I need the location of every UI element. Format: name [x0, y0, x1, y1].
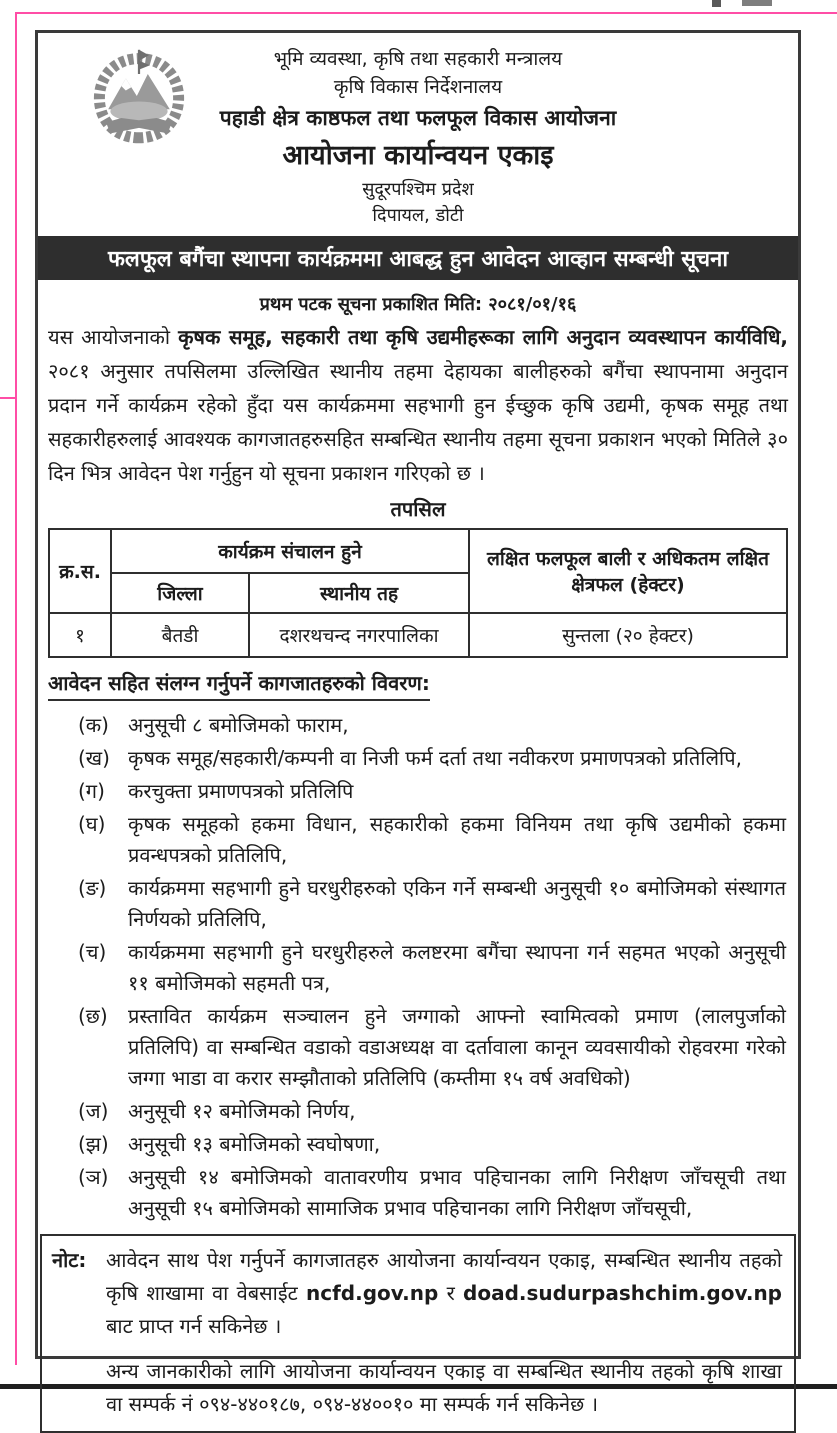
note-label: नोट: [52, 1248, 87, 1272]
note-text-2: अन्य जानकारीको लागि आयोजना कार्यान्वयन एकाइ वा सम्बन्धित स्थानीय तहको कृषि शाखा वा सम्पर्क नं ०९४-४४०१८७, ०९४-४४००१० मा सम्पर्क गर्न सकिनेछ । [106, 1359, 782, 1416]
list-item [78, 937, 788, 999]
list-item-label: (च) [78, 940, 107, 964]
col-header-program: कार्यक्रम संचालन हुने [111, 529, 469, 573]
note-paragraph-1 [52, 1244, 782, 1343]
col-header-target: लक्षित फलफूल बाली र अधिकतम लक्षित क्षेत्रफल (हेक्टर) [469, 529, 787, 613]
col-header-local: स्थानीय तह [249, 573, 469, 613]
note-text-mid: र [438, 1281, 464, 1305]
unit-name: आयोजना कार्यान्वयन एकाइ [282, 140, 554, 171]
crop-mark-left [15, 12, 17, 1365]
procedure-name-bold: कृषक समूह, सहकारी तथा कृषि उद्यमीहरूका लागि अनुदान व्यवस्थापन कार्यविधि, [178, 325, 788, 349]
notice-title: फलफूल बगैंचा स्थापना कार्यक्रममा आबद्ध हुन आवेदन आव्हान सम्बन्धी सूचना [38, 236, 798, 280]
col-header-district: जिल्ला [111, 573, 249, 613]
province-name: सुदूरपश्चिम प्रदेश [362, 179, 474, 200]
list-item [78, 1129, 788, 1160]
website-2: doad.sudurpashchim.gov.np [463, 1281, 782, 1305]
list-item-text: कृषक समूहको हकमा विधान, सहकारीको हकमा विनियम तथा कृषि उद्यमीको हकमा प्रवन्धपत्रको प्रतिलिपि, [128, 812, 786, 867]
list-item-label: (ग) [78, 779, 105, 803]
cell-local: दशरथचन्द नगरपालिका [249, 613, 469, 657]
crop-mark-top [15, 12, 837, 14]
list-item-label: (ञ) [78, 1165, 109, 1189]
nepal-government-emblem-icon [84, 39, 194, 153]
list-item-label: (छ) [78, 1004, 108, 1028]
list-item-text: कृषक समूह/सहकारी/कम्पनी वा निजी फर्म दर्ता तथा नवीकरण प्रमाणपत्रको प्रतिलिपि, [128, 746, 742, 770]
list-item [78, 776, 788, 807]
published-date-line: प्रथम पटक सूचना प्रकाशित मिति: २०८१/०१/१६ [259, 294, 577, 315]
list-item-label: (ख) [78, 746, 110, 770]
list-item-text: अनुसूची ८ बमोजिमको फाराम, [128, 713, 349, 737]
intro-paragraph [48, 320, 788, 490]
list-item [78, 1096, 788, 1127]
schedule-table [48, 528, 788, 658]
scan-artifact [712, 0, 721, 7]
notice-document [35, 30, 801, 1416]
list-item-label: (क) [78, 713, 109, 737]
office-location: दिपायल, डोटी [372, 205, 464, 226]
note-text-pre: आवेदन साथ पेश गर्नुपर्ने कागजातहरु आयोजना कार्यान्वयन एकाइ, सम्बन्धित स्थानीय तहको कृषि शाखामा वा वेबसाईट [106, 1248, 782, 1305]
intro-text-pre: यस आयोजनाको [48, 325, 179, 349]
website-1: ncfd.gov.np [306, 1281, 439, 1305]
note-text-post: बाट प्राप्त गर्न सकिनेछ । [106, 1314, 282, 1338]
table-row [49, 613, 787, 657]
letterhead [38, 33, 798, 227]
col-header-sn: क्र.स. [49, 529, 111, 613]
note-paragraph-2 [52, 1355, 782, 1421]
notice-body [38, 280, 798, 1224]
list-item-label: (ङ) [78, 876, 107, 900]
crop-mark-tick [0, 397, 16, 399]
ministry-name: भूमि व्यवस्था, कृषि तथा सहकारी मन्त्रालय [273, 48, 563, 70]
list-item-label: (झ) [78, 1132, 109, 1156]
list-item-text: कार्यक्रममा सहभागी हुने घरधुरीहरुको एकिन गर्ने सम्बन्धी अनुसूची १० बमोजिमको संस्थागत निर्णयको प्रतिलिपि, [128, 876, 786, 931]
schedule-heading: तपसिल [390, 497, 446, 521]
list-item-label: (घ) [78, 812, 106, 836]
list-item-label: (ज) [78, 1099, 109, 1123]
cell-sn: १ [49, 613, 111, 657]
list-item-text: अनुसूची १२ बमोजिमको निर्णय, [128, 1099, 356, 1123]
list-item-text: अनुसूची १३ बमोजिमको स्वघोषणा, [128, 1132, 381, 1156]
list-item [78, 710, 788, 741]
list-item-text: करचुक्ता प्रमाणपत्रको प्रतिलिपि [128, 779, 354, 803]
list-item-text: अनुसूची १४ बमोजिमको वातावरणीय प्रभाव पहिचानका लागि निरीक्षण जाँचसूची तथा अनुसूची १५ बमोजिमको सामाजिक प्रभाव पहिचानका लागि निरीक्षण जाँचसूची, [128, 1165, 786, 1220]
note-indent [52, 1355, 106, 1421]
intro-text-post: २०८१ अनुसार तपसिलमा उल्लिखित स्थानीय तहमा देहायका बालीहरुको बगैंचा स्थापनामा अनुदान प्रदान गर्ने कार्यक्रम रहेको हुँदा यस कार्यक्रममा सहभागी हुन ईच्छुक कृषि उद्यमी, कृषक समूह तथा सहकारीहरुलाई आवश्यक कागजातहरुसहित सम्बन्धित स्थानीय तहमा सूचना प्रकाशन भएको मितिले ३० दिन भित्र आवेदन पेश गर्नुहुन यो सूचना प्रकाशन गरिएको छ । [48, 359, 788, 485]
cell-district: बैतडी [111, 613, 249, 657]
list-item [78, 743, 788, 774]
list-item-text: कार्यक्रममा सहभागी हुने घरधुरीहरुले कलष्टरमा बगैंचा स्थापना गर्न सहमत भएको अनुसूची ११ बमोजिमको सहमती पत्र, [128, 940, 786, 995]
project-name: पहाडी क्षेत्र काष्ठफल तथा फलफूल विकास आयोजना [219, 106, 617, 130]
scan-artifact [742, 0, 772, 6]
list-item [78, 1162, 788, 1224]
note-box [40, 1234, 796, 1433]
documents-section-heading: आवेदन सहित संलग्न गर्नुपर्ने कागजातहरुको विवरण: [48, 669, 430, 701]
cell-target: सुन्तला (२० हेक्टर) [469, 613, 787, 657]
list-item-text: प्रस्तावित कार्यक्रम सञ्चालन हुने जग्गाको आफ्नो स्वामित्वको प्रमाण (लालपुर्जाको प्रतिलिपि) वा सम्बन्धित वडाको वडाअध्यक्ष वा दर्तावाला कानून व्यवसायीको रोहवरमा गरेको जग्गा भाडा वा करार सम्झौताको प्रतिलिपि (कम्तीमा १५ वर्ष अवधिको) [128, 1004, 786, 1090]
note-text-1 [106, 1244, 782, 1343]
list-item [78, 809, 788, 871]
list-item [78, 1001, 788, 1094]
list-item [78, 873, 788, 935]
directorate-name: कृषि विकास निर्देशनालय [333, 76, 503, 98]
